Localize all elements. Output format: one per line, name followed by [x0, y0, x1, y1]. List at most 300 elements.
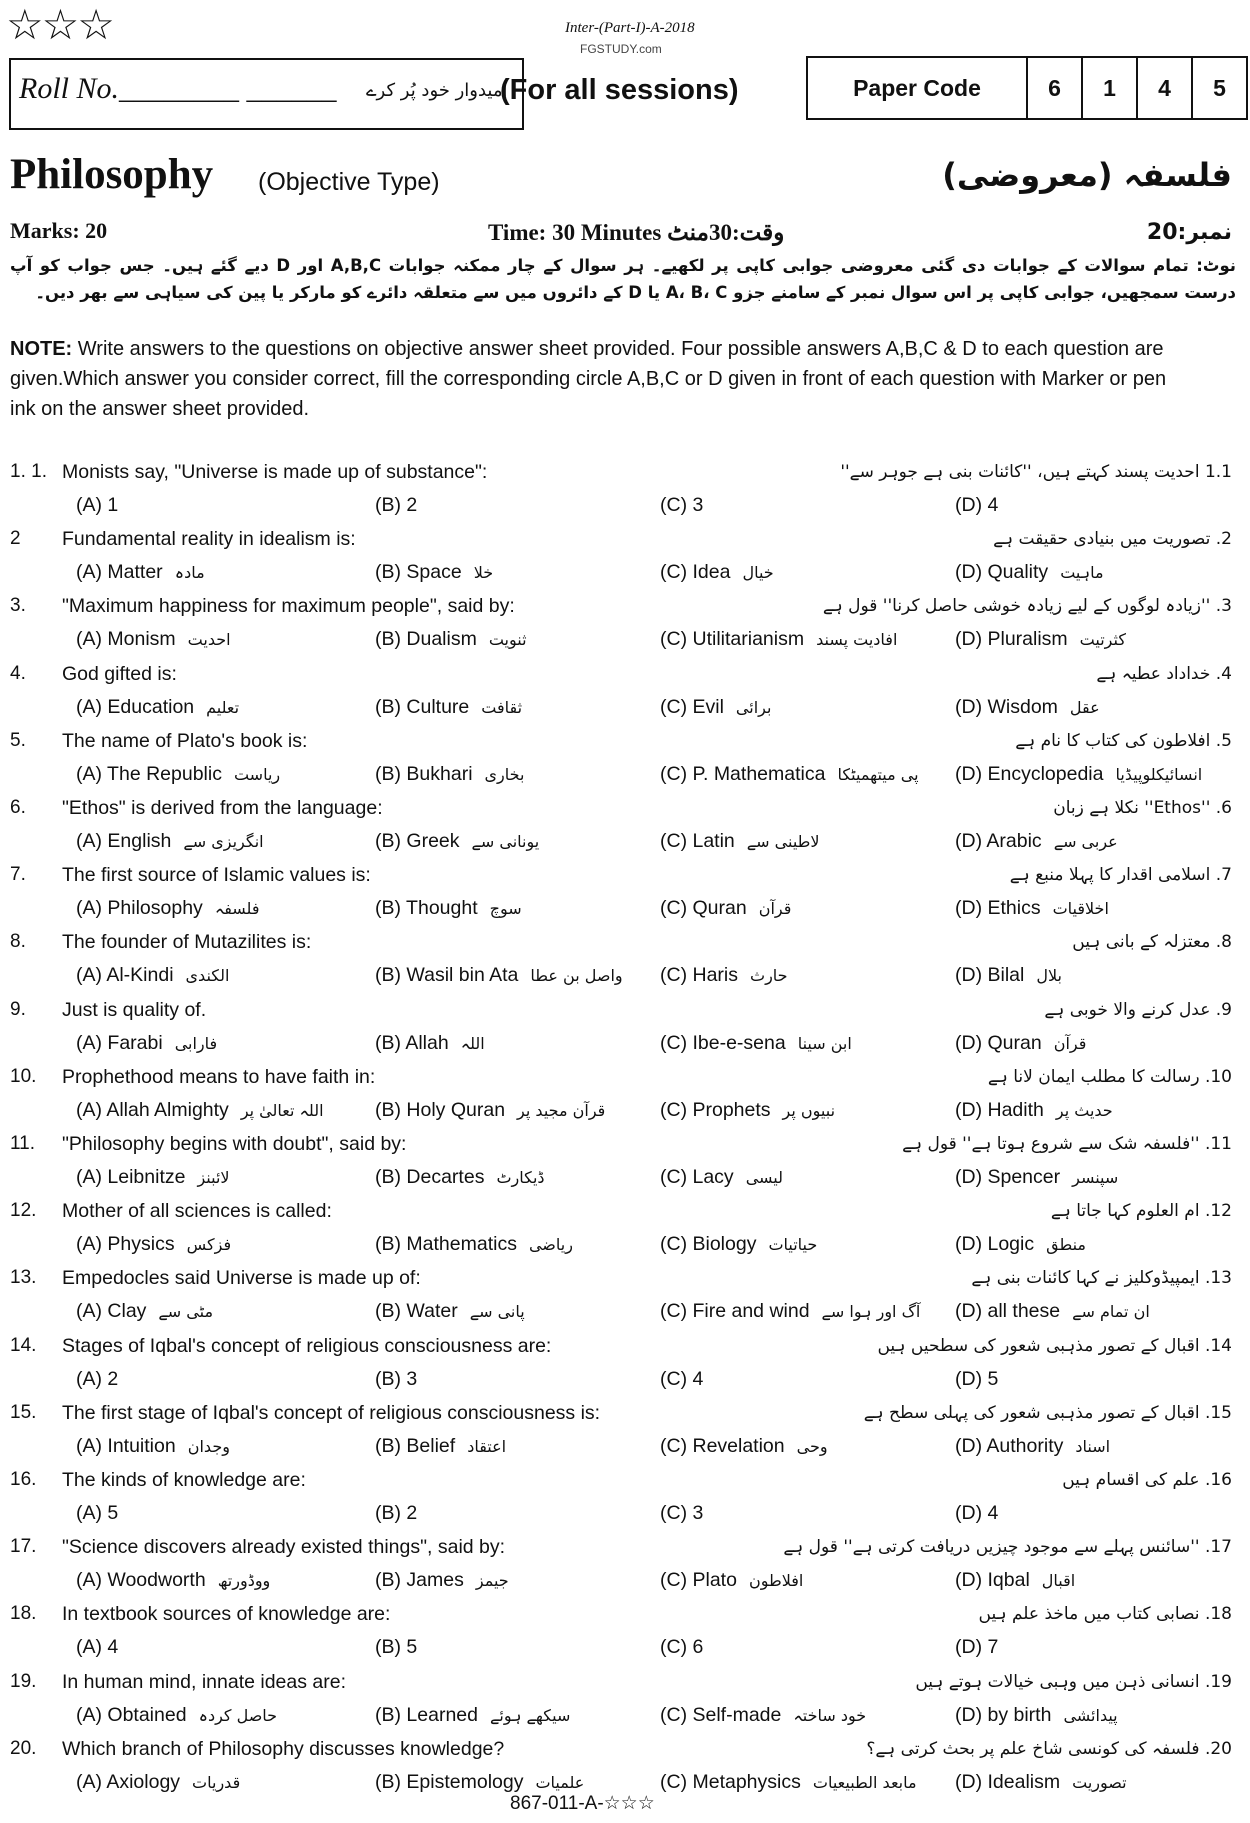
- question-text-urdu: 9. عدل کرنے والا خوبی ہے: [1044, 999, 1232, 1020]
- answer-option: [375, 1166, 545, 1189]
- question-text: "Science discovers already existed things", said by:: [62, 1536, 506, 1559]
- answer-option: [955, 897, 1109, 920]
- option-text: (B) Culture: [375, 695, 470, 718]
- option-text-urdu: اسناد: [1075, 1436, 1111, 1456]
- question-text: Which branch of Philosophy discusses knowledge?: [62, 1737, 505, 1760]
- answer-option: [76, 1569, 270, 1592]
- option-text: (C) 6: [660, 1636, 704, 1659]
- answer-option: [660, 1368, 703, 1391]
- question-text: The first source of Islamic values is:: [62, 864, 371, 887]
- option-text-urdu: عقل: [1069, 697, 1100, 717]
- option-text-urdu: وجدان: [187, 1436, 230, 1456]
- answer-option: [660, 830, 820, 853]
- option-text: (B) 5: [375, 1636, 418, 1659]
- option-text-urdu: مادہ: [174, 563, 205, 583]
- exam-code: Inter-(Part-I)-A-2018: [565, 20, 695, 36]
- option-text: (B) Epistemology: [375, 1770, 524, 1793]
- option-text-urdu: حارث: [750, 966, 788, 986]
- answer-option: [375, 1704, 570, 1727]
- question-number: 9.: [10, 998, 26, 1020]
- question-text: "Ethos" is derived from the language:: [62, 797, 383, 819]
- option-text-urdu: خیال: [742, 563, 774, 583]
- question-text-urdu: 18. نصابی کتاب میں ماخذ علم ہیں: [978, 1604, 1232, 1625]
- option-text: (A) English: [76, 830, 172, 852]
- answer-option: [375, 964, 623, 987]
- answer-option: [76, 494, 118, 517]
- option-text: (D) Idealism: [955, 1770, 1061, 1793]
- question-item: [0, 931, 1250, 997]
- option-text: (C) Latin: [660, 830, 735, 852]
- option-text-urdu: اخلاقیات: [1052, 899, 1109, 919]
- answer-option: [955, 1166, 1118, 1189]
- answer-option: [76, 1435, 230, 1458]
- option-text: (A) Allah Almighty: [76, 1098, 229, 1121]
- answer-option: [660, 1300, 920, 1323]
- answer-option: [955, 696, 1100, 719]
- answer-option: [660, 1771, 917, 1794]
- option-text: (B) Mathematics: [375, 1233, 517, 1256]
- question-number: 18.: [10, 1603, 37, 1625]
- option-text: (A) Leibnitze: [76, 1166, 186, 1188]
- option-text-urdu: قرآن: [758, 899, 792, 919]
- option-text: (A) 4: [76, 1636, 119, 1659]
- question-item: [0, 1267, 1250, 1333]
- question-number: 5.: [10, 729, 26, 751]
- note-text: Write answers to the questions on objective answer sheet provided. Four possible answers A,B,C & D to each question are given.Which answer you consider correct, fill the corresponding circle A,B,C or D given in front of each question with Marker or pen ink on the answer sheet provided.: [10, 338, 1167, 420]
- answer-option: [660, 628, 897, 651]
- question-text-urdu: 20. فلسفہ کی کونسی شاخ علم پر بحث کرتی ہے؟: [866, 1738, 1232, 1759]
- option-text-urdu: بلال: [1036, 966, 1062, 986]
- question-number: 20.: [10, 1737, 37, 1759]
- question-item: [0, 864, 1250, 930]
- question-text-urdu: 6. ''Ethos'' نکلا ہے زبان: [1053, 798, 1232, 818]
- option-text: (C) Metaphysics: [660, 1770, 801, 1793]
- option-text-urdu: افادیت پسند: [816, 630, 898, 650]
- option-text: (B) Holy Quran: [375, 1098, 506, 1121]
- option-text-urdu: خود ساختہ: [793, 1705, 867, 1725]
- option-text: (B) 2: [375, 1502, 418, 1524]
- option-text-urdu: حدیث پر: [1055, 1100, 1113, 1120]
- option-text-urdu: اعتقاد: [467, 1436, 507, 1456]
- option-text: (D) Quran: [955, 1031, 1042, 1054]
- question-number: 12.: [10, 1200, 37, 1222]
- answer-option: [375, 1502, 417, 1525]
- answer-option: [76, 830, 264, 853]
- option-text: (C) Lacy: [660, 1166, 734, 1188]
- option-text: (C) Self-made: [660, 1703, 782, 1726]
- option-text-urdu: خلا: [473, 563, 494, 583]
- answer-option: [76, 1300, 213, 1323]
- question-text-urdu: 19. انسانی ذہن میں وہبی خیالات ہوتے ہیں: [915, 1671, 1232, 1692]
- option-text: (D) all these: [955, 1300, 1061, 1323]
- paper-code-digit: 4: [1136, 58, 1191, 118]
- paper-code-label: Paper Code: [853, 74, 981, 101]
- option-text: (A) Axiology: [76, 1770, 181, 1793]
- question-text: In human mind, innate ideas are:: [62, 1670, 347, 1693]
- question-text-urdu: 1.1 احدیت پسند کہتے ہیں، ''کائنات بنی ہے جوہر سے'': [840, 462, 1232, 482]
- option-text: (A) Farabi: [76, 1031, 163, 1054]
- time-allowed: Time: 30 Minutes وقت:30منٹ: [488, 220, 785, 245]
- question-text: The name of Plato's book is:: [62, 729, 308, 752]
- question-item: [0, 528, 1250, 594]
- question-text: The first stage of Iqbal's concept of religious consciousness is:: [62, 1401, 601, 1424]
- question-number: 15.: [10, 1401, 37, 1423]
- option-text-urdu: حیاتیات: [768, 1235, 818, 1255]
- question-number: 13.: [10, 1267, 37, 1289]
- question-text-urdu: 15. اقبال کے تصور مذہبی شعور کی پہلی سطح ہے: [863, 1402, 1232, 1423]
- option-text-urdu: قرآن مجید پر: [517, 1100, 606, 1120]
- option-text-urdu: تعلیم: [206, 697, 240, 717]
- answer-option: [660, 1569, 803, 1592]
- option-text: (D) Spencer: [955, 1166, 1061, 1188]
- option-text-urdu: یونانی سے: [471, 832, 540, 851]
- option-text: (D) Hadith: [955, 1098, 1044, 1121]
- question-item: [0, 999, 1250, 1065]
- option-text: (D) 4: [955, 494, 999, 516]
- answer-option: [955, 1368, 998, 1391]
- answer-option: [375, 1032, 485, 1055]
- option-text: (C) Revelation: [660, 1434, 785, 1457]
- answer-option: [76, 1368, 118, 1391]
- subject-title: Philosophy: [10, 151, 214, 198]
- question-number: 3.: [10, 595, 26, 617]
- question-text-urdu: 12. ام العلوم کہا جاتا ہے: [1050, 1201, 1232, 1222]
- star-marks: ☆☆☆: [6, 0, 113, 49]
- option-text-urdu: لیسی: [745, 1168, 783, 1187]
- question-number: 10.: [10, 1065, 37, 1087]
- option-text: (A) 5: [76, 1502, 119, 1524]
- footer-code: 867-011-A-☆☆☆: [510, 1793, 655, 1814]
- question-item: [0, 1603, 1250, 1669]
- answer-option: [955, 1099, 1113, 1122]
- question-text: The kinds of knowledge are:: [62, 1469, 306, 1491]
- option-text: (C) 4: [660, 1367, 704, 1390]
- question-text-urdu: 10. رسالت کا مطلب ایمان لانا ہے: [987, 1066, 1232, 1087]
- option-text-urdu: حاصل کردہ: [198, 1705, 278, 1725]
- question-text-urdu: 4. خداداد عطیہ ہے: [1096, 663, 1232, 684]
- marks: Marks: 20: [10, 218, 108, 243]
- option-text: (A) Monism: [76, 628, 176, 651]
- sessions-label: (For all sessions): [500, 74, 739, 106]
- answer-option: [375, 1636, 417, 1659]
- answer-option: [375, 1300, 525, 1323]
- question-text-urdu: 11. ''فلسفہ شک سے شروع ہوتا ہے'' قول ہے: [902, 1134, 1232, 1154]
- question-item: [0, 1133, 1250, 1199]
- question-text: Just is quality of.: [62, 998, 207, 1021]
- marks-urdu: نمبر:20: [1146, 220, 1232, 245]
- note-label: NOTE:: [10, 338, 73, 360]
- option-text-urdu: ثقافت: [481, 697, 523, 717]
- question-text-urdu: 7. اسلامی اقدار کا پہلا منبع ہے: [1009, 865, 1232, 886]
- answer-option: [375, 830, 539, 853]
- option-text: (D) Quality: [955, 561, 1049, 584]
- question-number: 7.: [10, 864, 26, 886]
- option-text-urdu: پانی سے: [469, 1302, 525, 1322]
- answer-option: [955, 1435, 1110, 1458]
- answer-option: [375, 1099, 605, 1122]
- option-text: (A) Physics: [76, 1233, 175, 1256]
- answer-option: [76, 897, 260, 920]
- option-text-urdu: جیمز: [475, 1571, 509, 1591]
- note-urdu: نوٹ: تمام سوالات کے جوابات دی گئی معروضی جوابی کاپی پر لکھیے۔ ہر سوال کے چار ممکنہ جوابات A,B,C اور D دیے گئے ہیں۔ جس جواب کو آپ درست سمجھیں، جوابی کاپی پر اس سوال نمبر کے سامنے جزو A، B، C یا D کے دائروں میں سے متعلقہ دائرے کو مارکر یا پین کی سیاہی سے بھر دیں۔: [10, 256, 1237, 302]
- answer-option: [955, 628, 1126, 651]
- answer-option: [76, 1099, 324, 1122]
- option-text: (C) Evil: [660, 695, 724, 718]
- answer-option: [76, 1502, 118, 1525]
- question-text: "Philosophy begins with doubt", said by:: [62, 1133, 407, 1155]
- answer-option: [660, 1636, 703, 1659]
- answer-option: [375, 897, 522, 920]
- option-text: (C) Prophets: [660, 1098, 771, 1121]
- answer-option: [955, 1502, 998, 1525]
- option-text-urdu: ووڈورتھ: [217, 1571, 271, 1591]
- option-text-urdu: نبیوں پر: [782, 1100, 836, 1120]
- question-item: [0, 1536, 1250, 1602]
- option-text-urdu: افلاطون: [748, 1571, 804, 1591]
- option-text: (C) Quran: [660, 897, 747, 920]
- option-text: (B) Greek: [375, 830, 460, 852]
- option-text: (C) Biology: [660, 1233, 757, 1256]
- option-text: (C) Plato: [660, 1569, 737, 1592]
- question-number: 16.: [10, 1469, 37, 1490]
- answer-option: [76, 1771, 240, 1794]
- paper-code-box: [806, 56, 1248, 120]
- answer-option: [76, 696, 239, 719]
- question-item: [0, 1066, 1250, 1132]
- answer-option: [375, 1569, 509, 1592]
- option-text: (C) Utilitarianism: [660, 628, 805, 651]
- question-number: 6.: [10, 797, 26, 818]
- answer-option: [660, 1704, 866, 1727]
- answer-option: [660, 561, 774, 584]
- question-text: Prophethood means to have faith in:: [62, 1065, 376, 1088]
- answer-option: [76, 561, 205, 584]
- option-text-urdu: ڈیکارٹ: [496, 1168, 545, 1187]
- option-text-urdu: منطق: [1046, 1235, 1086, 1255]
- question-text: The founder of Mutazilites is:: [62, 931, 312, 954]
- answer-option: [76, 1166, 230, 1189]
- option-text-urdu: ثنویت: [488, 630, 527, 650]
- option-text-urdu: سپنسر: [1072, 1168, 1119, 1187]
- paper-code-digit: 1: [1081, 58, 1136, 118]
- answer-option: [660, 964, 788, 987]
- answer-option: [955, 763, 1202, 786]
- option-text: (A) 1: [76, 494, 119, 516]
- option-text-urdu: انگریزی سے: [183, 832, 264, 851]
- option-text: (B) Thought: [375, 897, 478, 920]
- option-text: (C) P. Mathematica: [660, 762, 826, 785]
- option-text: (B) Learned: [375, 1703, 478, 1726]
- question-number: 19.: [10, 1670, 37, 1692]
- option-text: (D) Pluralism: [955, 628, 1068, 651]
- option-text: (B) 3: [375, 1367, 418, 1390]
- question-item: [0, 1402, 1250, 1468]
- option-text: (D) Iqbal: [955, 1569, 1030, 1592]
- option-text: (D) Ethics: [955, 897, 1041, 920]
- option-text: (D) Authority: [955, 1434, 1064, 1457]
- option-text: (B) Water: [375, 1300, 458, 1323]
- option-text: (A) Al-Kindi: [76, 964, 174, 987]
- option-text: (D) Bilal: [955, 964, 1025, 987]
- option-text-urdu: قدریات: [192, 1772, 241, 1792]
- answer-option: [375, 763, 524, 786]
- option-text: (D) Encyclopedia: [955, 762, 1104, 785]
- option-text: (B) Belief: [375, 1434, 456, 1457]
- watermark: FGSTUDY.com: [580, 42, 662, 56]
- option-text-urdu: لائبنز: [197, 1168, 230, 1187]
- question-text-urdu: 14. اقبال کے تصور مذہبی شعور کی سطحیں ہیں: [877, 1335, 1232, 1356]
- option-text: (A) The Republic: [76, 762, 222, 785]
- question-item: [0, 797, 1250, 863]
- question-item: [0, 595, 1250, 661]
- option-text: (A) Obtained: [76, 1703, 187, 1726]
- option-text-urdu: اللہ: [460, 1033, 485, 1053]
- answer-option: [76, 1704, 277, 1727]
- option-text: (C) Ibe-e-sena: [660, 1031, 786, 1054]
- option-text: (D) by birth: [955, 1703, 1052, 1726]
- answer-option: [955, 1771, 1127, 1794]
- question-item: [0, 1335, 1250, 1401]
- option-text-urdu: ریاست: [233, 764, 281, 784]
- note-english: [10, 334, 1190, 424]
- question-text: Fundamental reality in idealism is:: [62, 528, 356, 551]
- answer-option: [955, 1569, 1075, 1592]
- paper-code-digit: 5: [1191, 58, 1246, 118]
- option-text-urdu: احدیت: [187, 630, 231, 650]
- answer-option: [955, 830, 1118, 853]
- answer-option: [660, 1435, 828, 1458]
- option-text: (B) 2: [375, 494, 418, 516]
- option-text-urdu: واصل بن عطا: [530, 966, 623, 986]
- answer-option: [375, 628, 527, 651]
- answer-option: [660, 1166, 783, 1189]
- answer-option: [955, 494, 998, 517]
- option-text-urdu: الکندی: [185, 966, 230, 986]
- option-text-urdu: فزکس: [186, 1235, 232, 1255]
- question-item: [0, 1200, 1250, 1266]
- answer-option: [660, 1233, 817, 1256]
- answer-option: [955, 1636, 998, 1659]
- option-text-urdu: فارابی: [174, 1033, 218, 1053]
- question-text: God gifted is:: [62, 662, 177, 685]
- roll-number-box: [9, 58, 524, 130]
- option-text: (D) 7: [955, 1636, 999, 1659]
- option-text-urdu: علمیات: [535, 1772, 585, 1792]
- option-text-urdu: پی میتھمیٹکا: [837, 764, 919, 784]
- option-text-urdu: کثرتیت: [1079, 630, 1126, 650]
- question-text: In textbook sources of knowledge are:: [62, 1603, 391, 1626]
- answer-option: [375, 1368, 417, 1391]
- option-text: (B) Bukhari: [375, 762, 473, 785]
- option-text: (C) 3: [660, 494, 704, 516]
- answer-option: [660, 696, 771, 719]
- answer-option: [76, 1233, 231, 1256]
- option-text: (A) Matter: [76, 561, 163, 584]
- question-item: [0, 730, 1250, 796]
- paper-code-digit: 6: [1026, 58, 1081, 118]
- question-text-urdu: 2. تصوریت میں بنیادی حقیقت ہے: [993, 529, 1232, 550]
- option-text-urdu: سوچ: [489, 899, 522, 919]
- question-text: Monists say, "Universe is made up of substance":: [62, 461, 488, 483]
- option-text-urdu: مٹی سے: [158, 1302, 214, 1322]
- option-text: (A) Education: [76, 695, 195, 718]
- question-text-urdu: 8. معتزلہ کے بانی ہیں: [1072, 932, 1232, 953]
- option-text: (A) 2: [76, 1367, 119, 1390]
- option-text: (A) Clay: [76, 1300, 147, 1323]
- question-text: Mother of all sciences is called:: [62, 1200, 332, 1223]
- roll-number-urdu: امیدوار خود پُر کرے: [366, 80, 508, 101]
- option-text: (D) Wisdom: [955, 695, 1058, 718]
- option-text-urdu: ان تمام سے: [1072, 1302, 1150, 1322]
- answer-option: [375, 1435, 506, 1458]
- answer-option: [375, 1233, 573, 1256]
- question-text-urdu: 17. ''سائنس پہلے سے موجود چیزیں دریافت کرتی ہے'' قول ہے: [783, 1537, 1232, 1558]
- option-text-urdu: عربی سے: [1053, 832, 1118, 851]
- answer-option: [660, 1502, 703, 1525]
- option-text: (C) Fire and wind: [660, 1300, 810, 1323]
- subject-title-urdu: فلسفہ (معروضی): [942, 156, 1232, 194]
- option-text: (A) Intuition: [76, 1434, 176, 1457]
- option-text-urdu: قرآن: [1053, 1033, 1087, 1053]
- answer-option: [955, 1032, 1086, 1055]
- option-text: (D) 5: [955, 1367, 999, 1390]
- question-number: 1. 1.: [10, 461, 47, 482]
- answer-option: [76, 1636, 118, 1659]
- answer-option: [375, 561, 493, 584]
- question-text-urdu: 5. افلاطون کی کتاب کا نام ہے: [1015, 730, 1232, 751]
- answer-option: [660, 494, 703, 517]
- option-text: (A) Woodworth: [76, 1569, 206, 1592]
- question-text-urdu: 13. ایمپیڈوکلیز نے کہا کائنات بنی ہے: [971, 1268, 1232, 1289]
- option-text: (C) Haris: [660, 964, 738, 987]
- answer-option: [76, 1032, 217, 1055]
- question-number: 2: [10, 528, 21, 550]
- option-text: (B) Space: [375, 561, 462, 584]
- option-text-urdu: پیدائشی: [1063, 1705, 1118, 1725]
- answer-option: [375, 1771, 584, 1794]
- option-text-urdu: اللہ تعالیٰ پر: [240, 1100, 324, 1120]
- answer-option: [76, 628, 231, 651]
- answer-option: [76, 964, 229, 987]
- question-text: Empedocles said Universe is made up of:: [62, 1267, 421, 1290]
- option-text: (B) Allah: [375, 1031, 449, 1054]
- question-number: 4.: [10, 662, 26, 684]
- option-text-urdu: ابن سینا: [797, 1033, 852, 1053]
- option-text-urdu: مابعد الطبیعیات: [812, 1772, 917, 1792]
- question-item: [0, 461, 1250, 527]
- option-text: (D) Arabic: [955, 830, 1042, 852]
- option-text-urdu: ریاضی: [528, 1235, 573, 1255]
- option-text-urdu: ماہیت: [1060, 563, 1104, 583]
- option-text: (A) Philosophy: [76, 897, 203, 920]
- option-text-urdu: سیکھے ہوئے: [489, 1705, 571, 1725]
- answer-option: [375, 494, 417, 517]
- option-text: (B) Wasil bin Ata: [375, 964, 519, 987]
- answer-option: [660, 1099, 835, 1122]
- roll-number-label: Roll No.________ ______: [19, 72, 337, 105]
- answer-option: [76, 763, 280, 786]
- question-text: "Maximum happiness for maximum people", said by:: [62, 595, 515, 618]
- option-text-urdu: وحی: [796, 1436, 828, 1456]
- option-text-urdu: لاطینی سے: [746, 832, 820, 851]
- option-text: (D) Logic: [955, 1233, 1035, 1256]
- option-text-urdu: انسائیکلوپیڈیا: [1115, 764, 1203, 784]
- option-text: (B) James: [375, 1569, 464, 1592]
- answer-option: [660, 763, 919, 786]
- question-number: 17.: [10, 1536, 37, 1558]
- answer-option: [955, 1704, 1118, 1727]
- answer-option: [955, 964, 1062, 987]
